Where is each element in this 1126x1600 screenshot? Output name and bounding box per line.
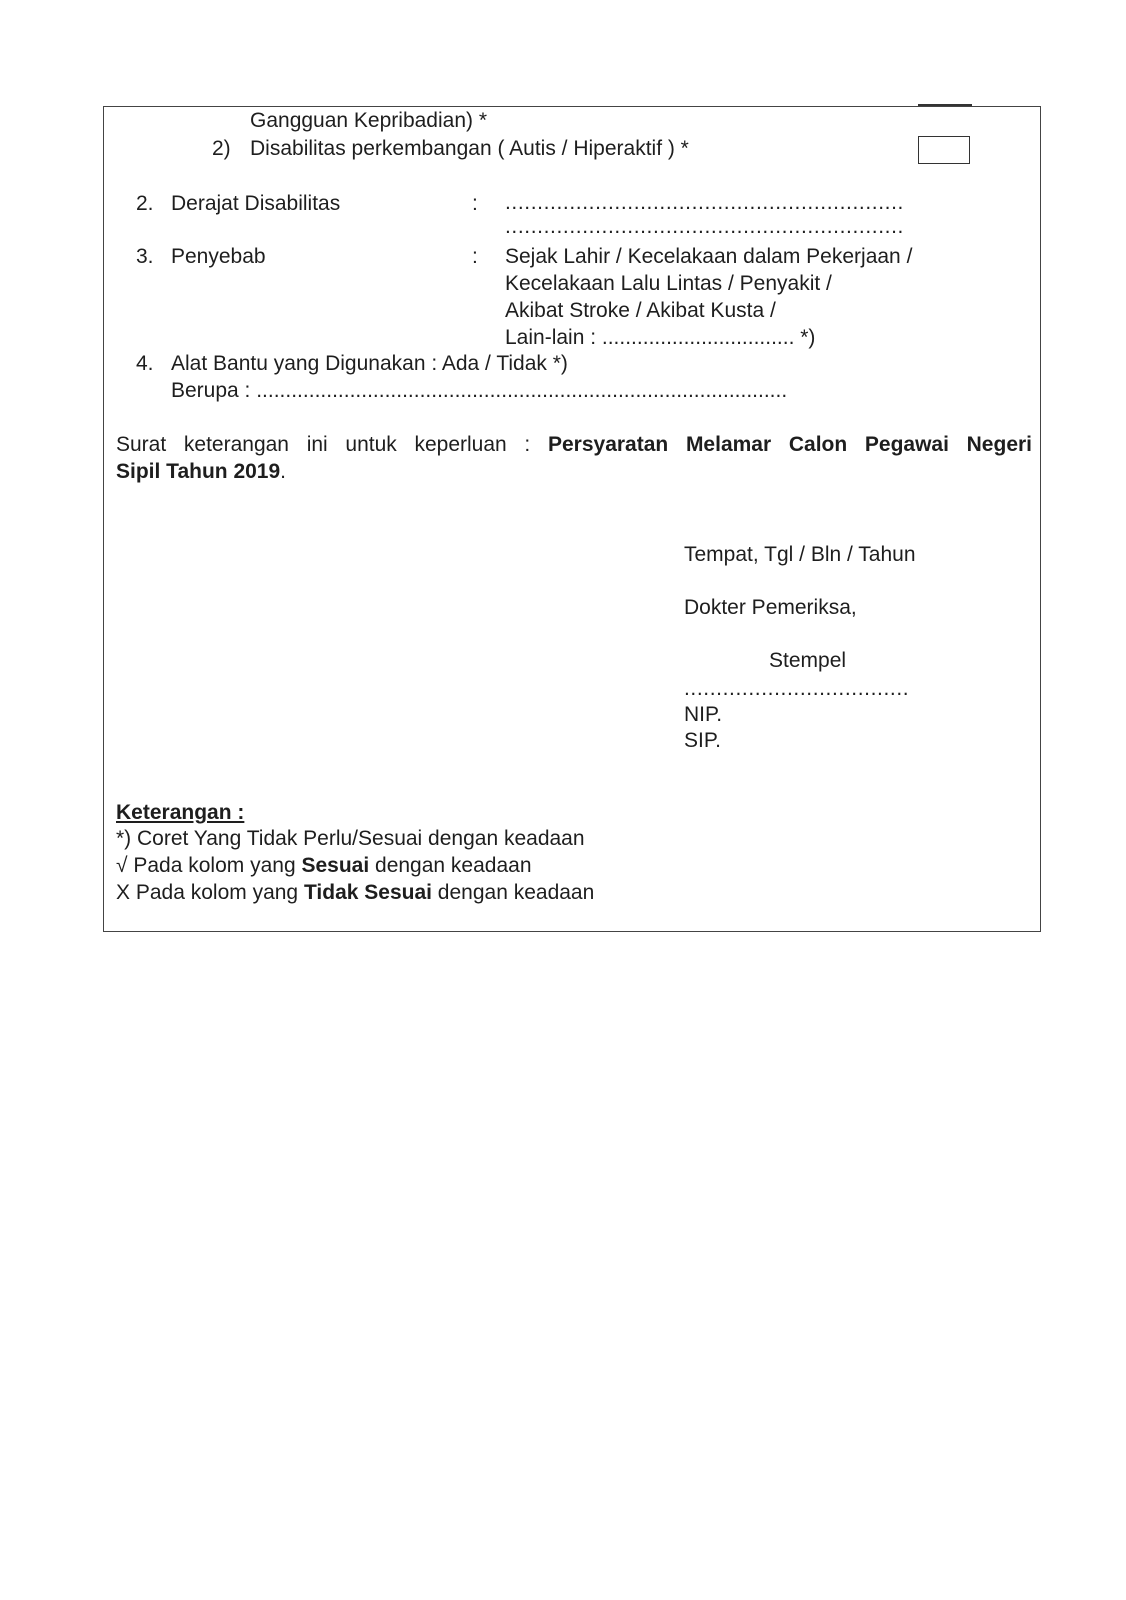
divider-line [918, 104, 972, 106]
derajat-dots-1: .............................................................. [505, 191, 904, 214]
derajat-label: Derajat Disabilitas [171, 192, 341, 215]
derajat-colon: : [472, 192, 478, 215]
notes-heading: Keterangan : [116, 801, 245, 824]
notes-line-2: √ Pada kolom yang Sesuai dengan keadaan [116, 854, 532, 877]
notes-line-1: *) Coret Yang Tidak Perlu/Sesuai dengan keadaan [116, 827, 585, 850]
item2-text: Disabilitas perkembangan ( Autis / Hiperaktif ) * [250, 137, 689, 160]
doctor-label: Dokter Pemeriksa, [684, 596, 857, 619]
penyebab-line-3: Akibat Stroke / Akibat Kusta / [505, 299, 776, 322]
stamp-label: Stempel [769, 649, 847, 672]
purpose-line-2: Sipil Tahun 2019. [116, 460, 286, 483]
purpose-line-1: Surat keterangan ini untuk keperluan : Persyaratan Melamar Calon Pegawai Negeri [116, 433, 1033, 456]
alat-number: 4. [136, 352, 154, 375]
penyebab-label: Penyebab [171, 245, 266, 268]
sip-label: SIP. [684, 729, 721, 752]
checkbox-field[interactable] [918, 136, 970, 164]
gangguan-line: Gangguan Kepribadian) * [250, 109, 488, 132]
derajat-number: 2. [136, 192, 154, 215]
nip-label: NIP. [684, 703, 723, 726]
notes-line-3: X Pada kolom yang Tidak Sesuai dengan keadaan [116, 881, 595, 904]
signature-dots: ................................... [684, 677, 910, 700]
penyebab-colon: : [472, 245, 478, 268]
penyebab-line-4: Lain-lain : ................................. *) [505, 326, 816, 349]
berupa-text: Berupa : ........................................................................................... [171, 379, 788, 402]
penyebab-line-2: Kecelakaan Lalu Lintas / Penyakit / [505, 272, 832, 295]
penyebab-number: 3. [136, 245, 154, 268]
place-date: Tempat, Tgl / Bln / Tahun [684, 543, 916, 566]
alat-text: Alat Bantu yang Digunakan : Ada / Tidak *) [171, 352, 568, 375]
penyebab-line-1: Sejak Lahir / Kecelakaan dalam Pekerjaan / [505, 245, 913, 268]
derajat-dots-2: .............................................................. [505, 215, 904, 238]
item2-number: 2) [212, 137, 231, 160]
